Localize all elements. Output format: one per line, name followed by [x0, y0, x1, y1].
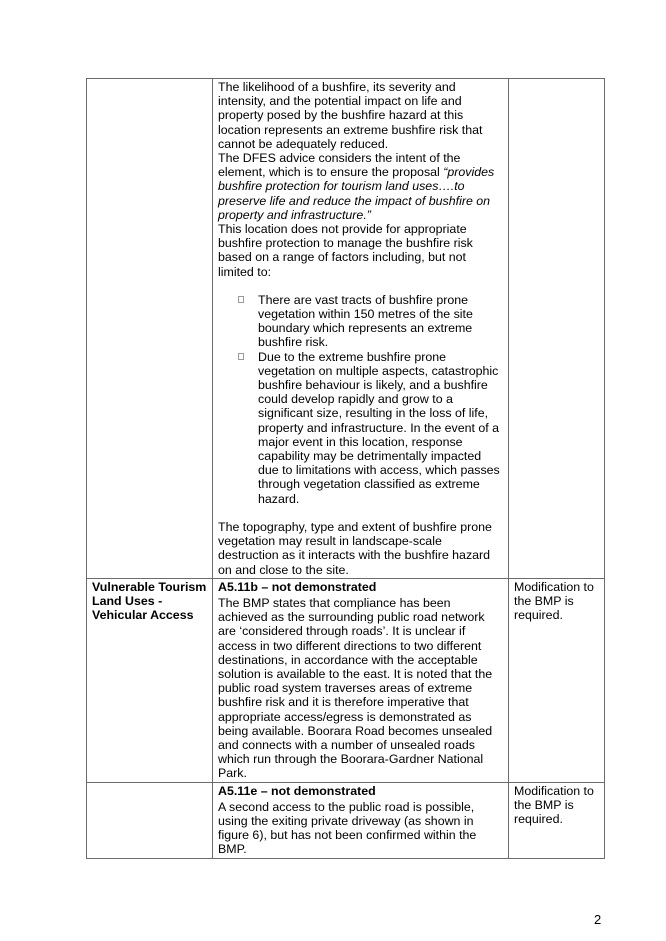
assessment-paragraph: [218, 80, 503, 151]
checkbox-bullet-icon: [238, 353, 244, 360]
assessment-cell: [213, 782, 509, 858]
text-run: The likelihood of a bushfire, its severity and intensity, and the potential impact on life and property posed by the bushfire hazard at this location represents an extreme bushfire risk that cannot be adequately reduced.: [218, 80, 483, 151]
table-row: [87, 782, 605, 858]
assessment-cell: [213, 79, 509, 579]
page-number: 2: [594, 912, 602, 927]
element-cell: [87, 578, 213, 782]
assessment-paragraphs: [218, 80, 503, 279]
assessment-body: The BMP states that compliance has been achieved as the surrounding public road network are ‘considered through roads’. It is unclear if access in two different directions to two different destinations, in accordance with the acceptable solution is available to the east. It is noted that the public road system traverses areas of extreme bushfire risk and it is therefore imperative that appropriate access/egress is demonstrated as being available. Boorara Road becomes unsealed and connects with a number of unsealed roads which run through the Boorara-Gardner National Park.: [218, 595, 493, 781]
element-cell: [87, 782, 213, 858]
assessment-body: A second access to the public road is possible, using the exiting private driveway (as shown in figure 6), but has not been confirmed within the BMP.: [218, 799, 477, 857]
text-run: The DFES advice considers the intent of the element, which is to ensure the proposal: [218, 151, 461, 180]
assessment-heading: A5.11b – not demonstrated: [218, 579, 377, 594]
assessment-paragraph: [218, 151, 503, 222]
quoted-text: “provides bushfire protection for tourism land uses….to preserve life and reduce the impact of bushfire on property and infrastructure.”: [218, 165, 495, 222]
action-cell: [509, 578, 605, 782]
checkbox-bullet-icon: [238, 296, 244, 303]
table-row: [87, 578, 605, 782]
assessment-table: [86, 78, 605, 859]
assessment-closing: The topography, type and extent of bushfire prone vegetation may result in landscape-scale destruction as it interacts with the bushfire hazard on and close to the site.: [218, 519, 492, 577]
action-text: Modification to the BMP is required.: [514, 783, 594, 826]
assessment-heading: A5.11e – not demonstrated: [218, 783, 376, 798]
bullet-list: [218, 293, 503, 506]
element-cell: [87, 79, 213, 579]
action-cell: [509, 782, 605, 858]
list-item: [238, 350, 503, 506]
element-label: Vulnerable Tourism Land Uses - Vehicular Access: [92, 579, 207, 623]
action-text: Modification to the BMP is required.: [514, 579, 594, 623]
text-run: This location does not provide for appropriate bushfire protection to manage the bushfire risk based on a range of factors including, but not limited to:: [218, 222, 473, 279]
table-row: [87, 79, 605, 579]
assessment-cell: [213, 578, 509, 782]
list-item-text: There are vast tracts of bushfire prone vegetation within 150 metres of the site boundary which represents an extreme bushfire risk.: [258, 292, 473, 350]
list-item: [238, 293, 503, 350]
assessment-paragraph: [218, 222, 503, 279]
action-cell: [509, 79, 605, 579]
list-item-text: Due to the extreme bushfire prone vegetation on multiple aspects, catastrophic bushfire behaviour is likely, and a bushfire could develop rapidly and grow to a significant size, resulting in the loss of life, property and infrastructure. In the event of a major event in this location, response capability may be detrimentally impacted due to limitations with access, which passes through vegetation classified as extreme hazard.: [258, 349, 500, 506]
